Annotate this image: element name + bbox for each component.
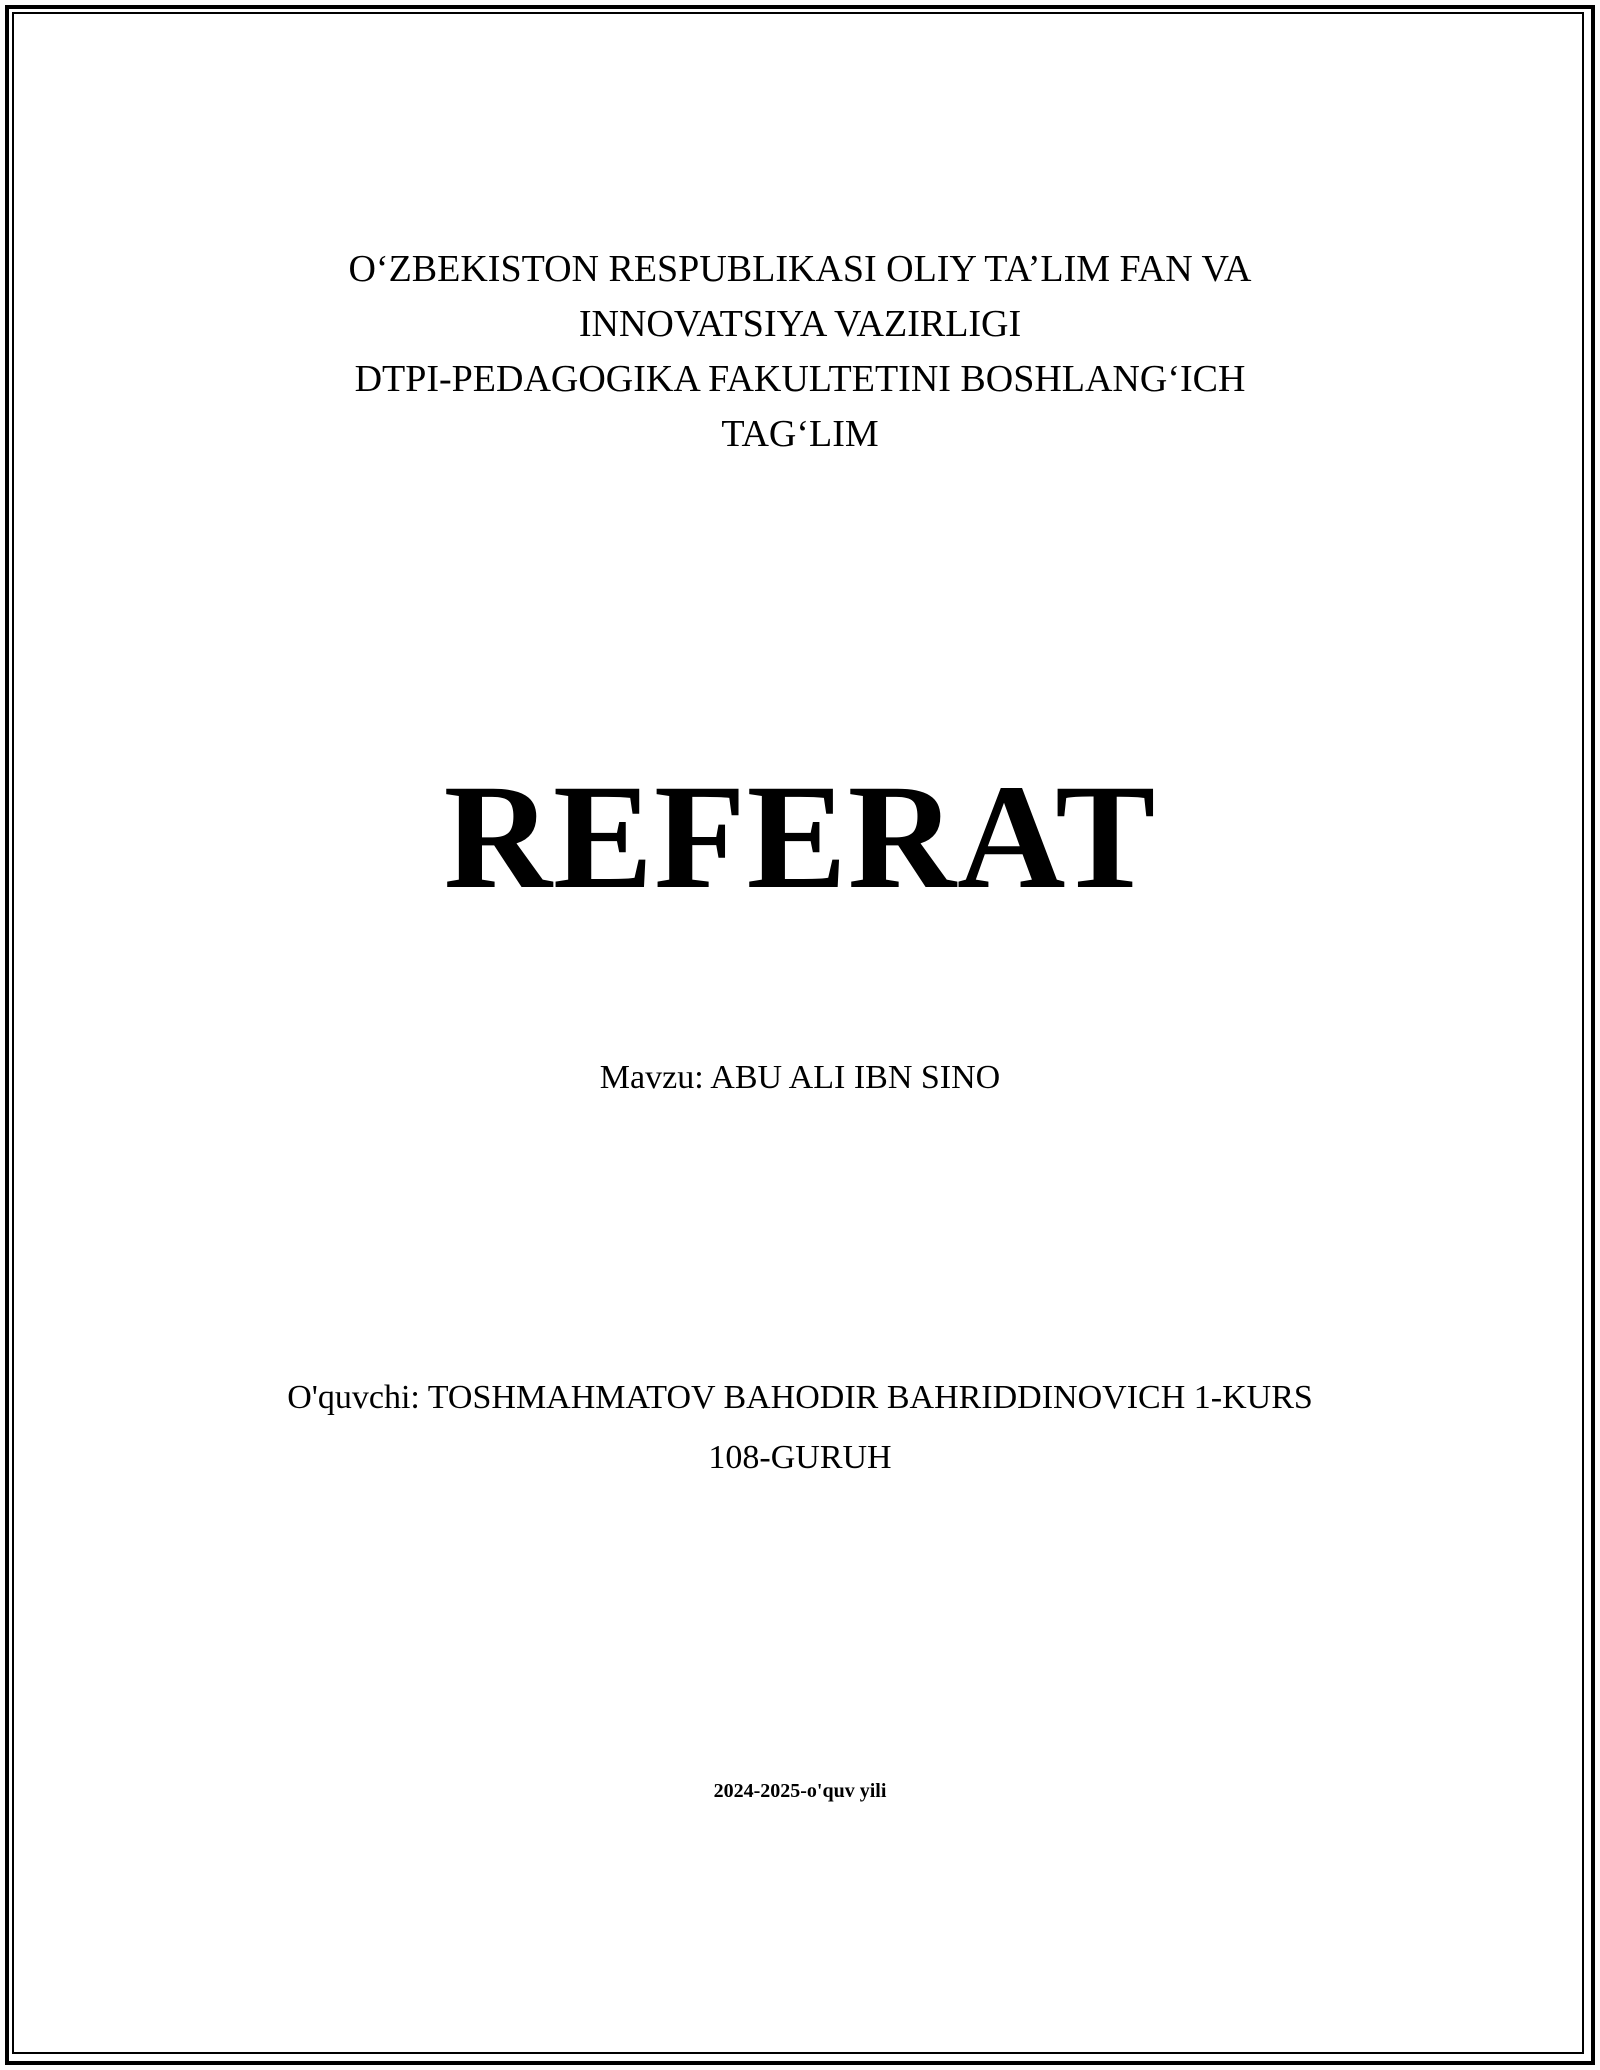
topic-line: Mavzu: ABU ALI IBN SINO	[599, 1059, 1001, 1096]
document-title: REFERAT	[443, 754, 1157, 920]
academic-year: 2024-2025-o'quv yili	[713, 1780, 887, 1802]
student-line-1: O'quvchi: TOSHMAHMATOV BAHODIR BAHRIDDINOVICH 1-KURS	[287, 1379, 1313, 1416]
ministry-header	[0, 242, 1600, 462]
student-line-2: 108-GURUH	[708, 1439, 892, 1476]
ministry-line-2: INNOVATSIYA VAZIRLIGI	[578, 303, 1022, 345]
student-info	[0, 1368, 1600, 1488]
ministry-line-3: DTPI-PEDAGOGIKA FAKULTETINI BOSHLANG‘ICH	[354, 358, 1246, 400]
ministry-line-4: TAG‘LIM	[721, 413, 879, 455]
ministry-line-1: O‘ZBEKISTON RESPUBLIKASI OLIY TA’LIM FAN VA	[348, 248, 1252, 290]
